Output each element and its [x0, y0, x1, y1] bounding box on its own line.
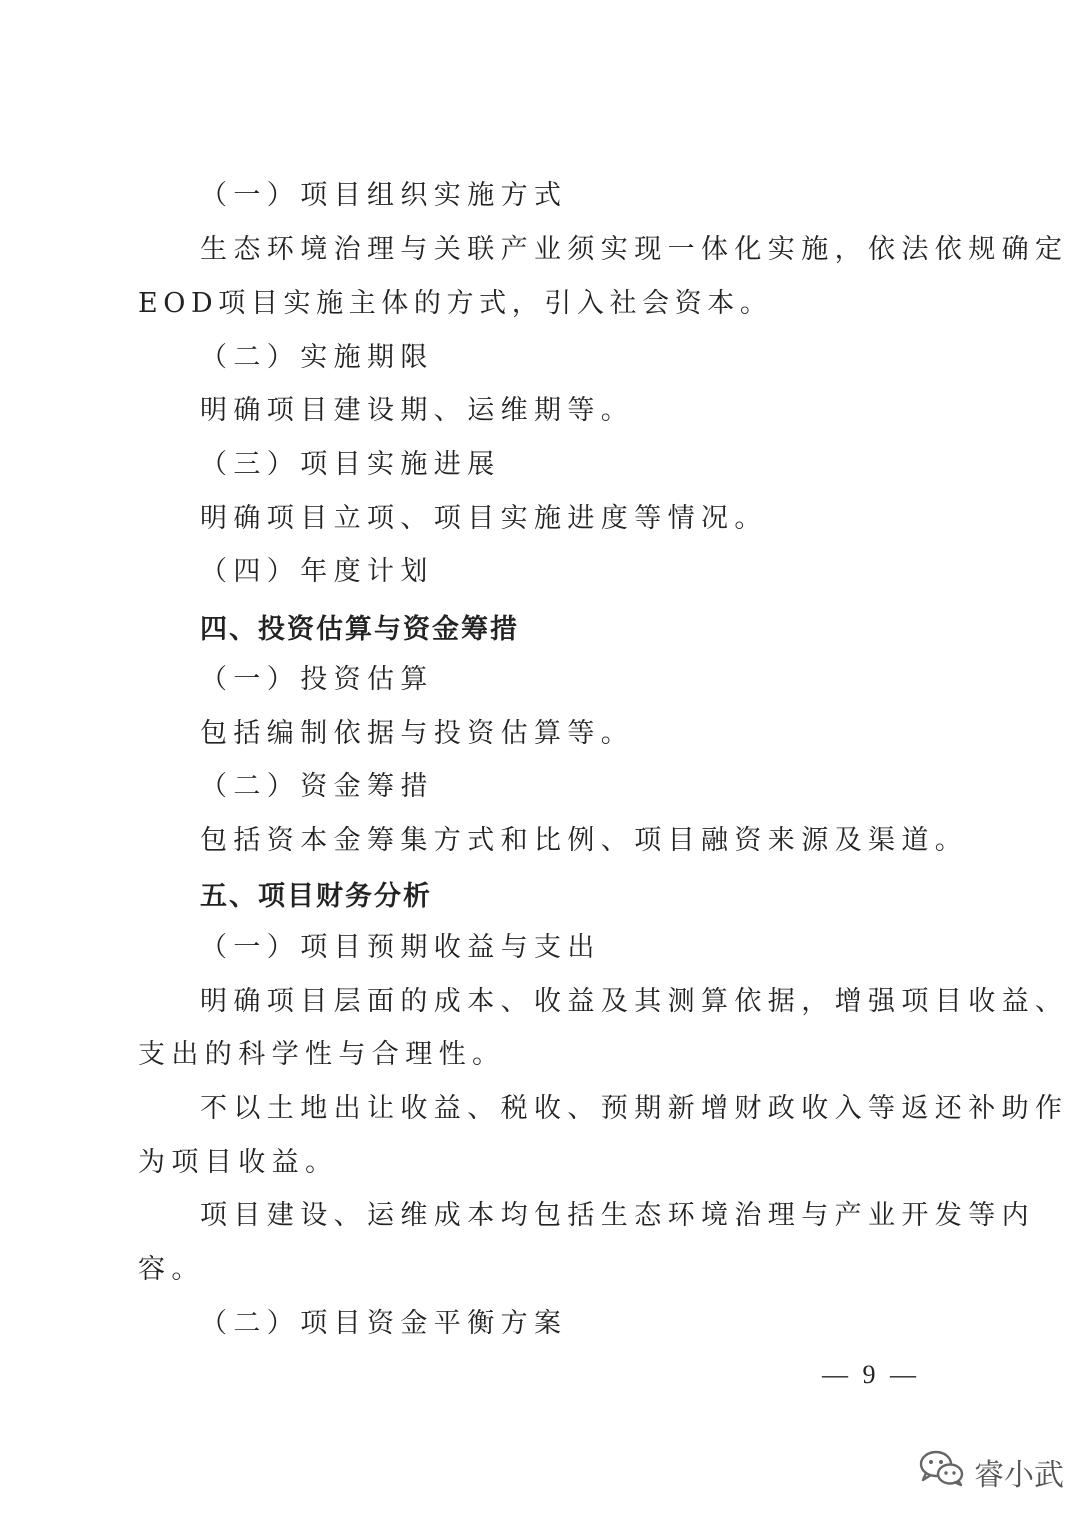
wechat-watermark [918, 1448, 1064, 1496]
section-heading-investment: 四、投资估算与资金筹措 [200, 614, 519, 645]
subheading-fund-raising: （二）资金筹措 [200, 771, 434, 802]
paragraph-line: 不以土地出让收益、税收、预期新增财政收入等返还补助作 [200, 1093, 1069, 1124]
subheading-period: （二）实施期限 [200, 342, 434, 373]
subheading-investment-estimate: （一）投资估算 [200, 664, 434, 695]
subheading-progress: （三）项目实施进展 [200, 449, 501, 480]
section-heading-financial: 五、项目财务分析 [200, 881, 432, 912]
page-number: — 9 — [822, 1360, 920, 1389]
subheading-annual-plan: （四）年度计划 [200, 556, 434, 587]
paragraph-line: 生态环境治理与关联产业须实现一体化实施，依法依规确定 [200, 234, 1069, 265]
paragraph-line: 明确项目层面的成本、收益及其测算依据，增强项目收益、 [200, 986, 1069, 1017]
watermark-account-name: 睿小武 [974, 1458, 1064, 1493]
paragraph-line: 容。 [138, 1254, 205, 1285]
subheading-organization: （一）项目组织实施方式 [200, 180, 568, 211]
subheading-revenue-expense: （一）项目预期收益与支出 [200, 932, 601, 963]
paragraph-line: 为项目收益。 [138, 1147, 339, 1178]
wechat-icon [918, 1448, 966, 1496]
paragraph-line: 包括编制依据与投资估算等。 [200, 718, 635, 749]
paragraph-line: 项目建设、运维成本均包括生态环境治理与产业开发等内 [200, 1200, 1035, 1231]
subheading-fund-balance: （二）项目资金平衡方案 [200, 1308, 568, 1339]
paragraph-line: 明确项目建设期、运维期等。 [200, 395, 635, 426]
paragraph-line: 包括资本金筹集方式和比例、项目融资来源及渠道。 [200, 825, 969, 856]
paragraph-line: 明确项目立项、项目实施进度等情况。 [200, 503, 768, 534]
paragraph-line: 支出的科学性与合理性。 [138, 1039, 506, 1070]
paragraph-line: EOD项目实施主体的方式，引入社会资本。 [138, 288, 773, 319]
